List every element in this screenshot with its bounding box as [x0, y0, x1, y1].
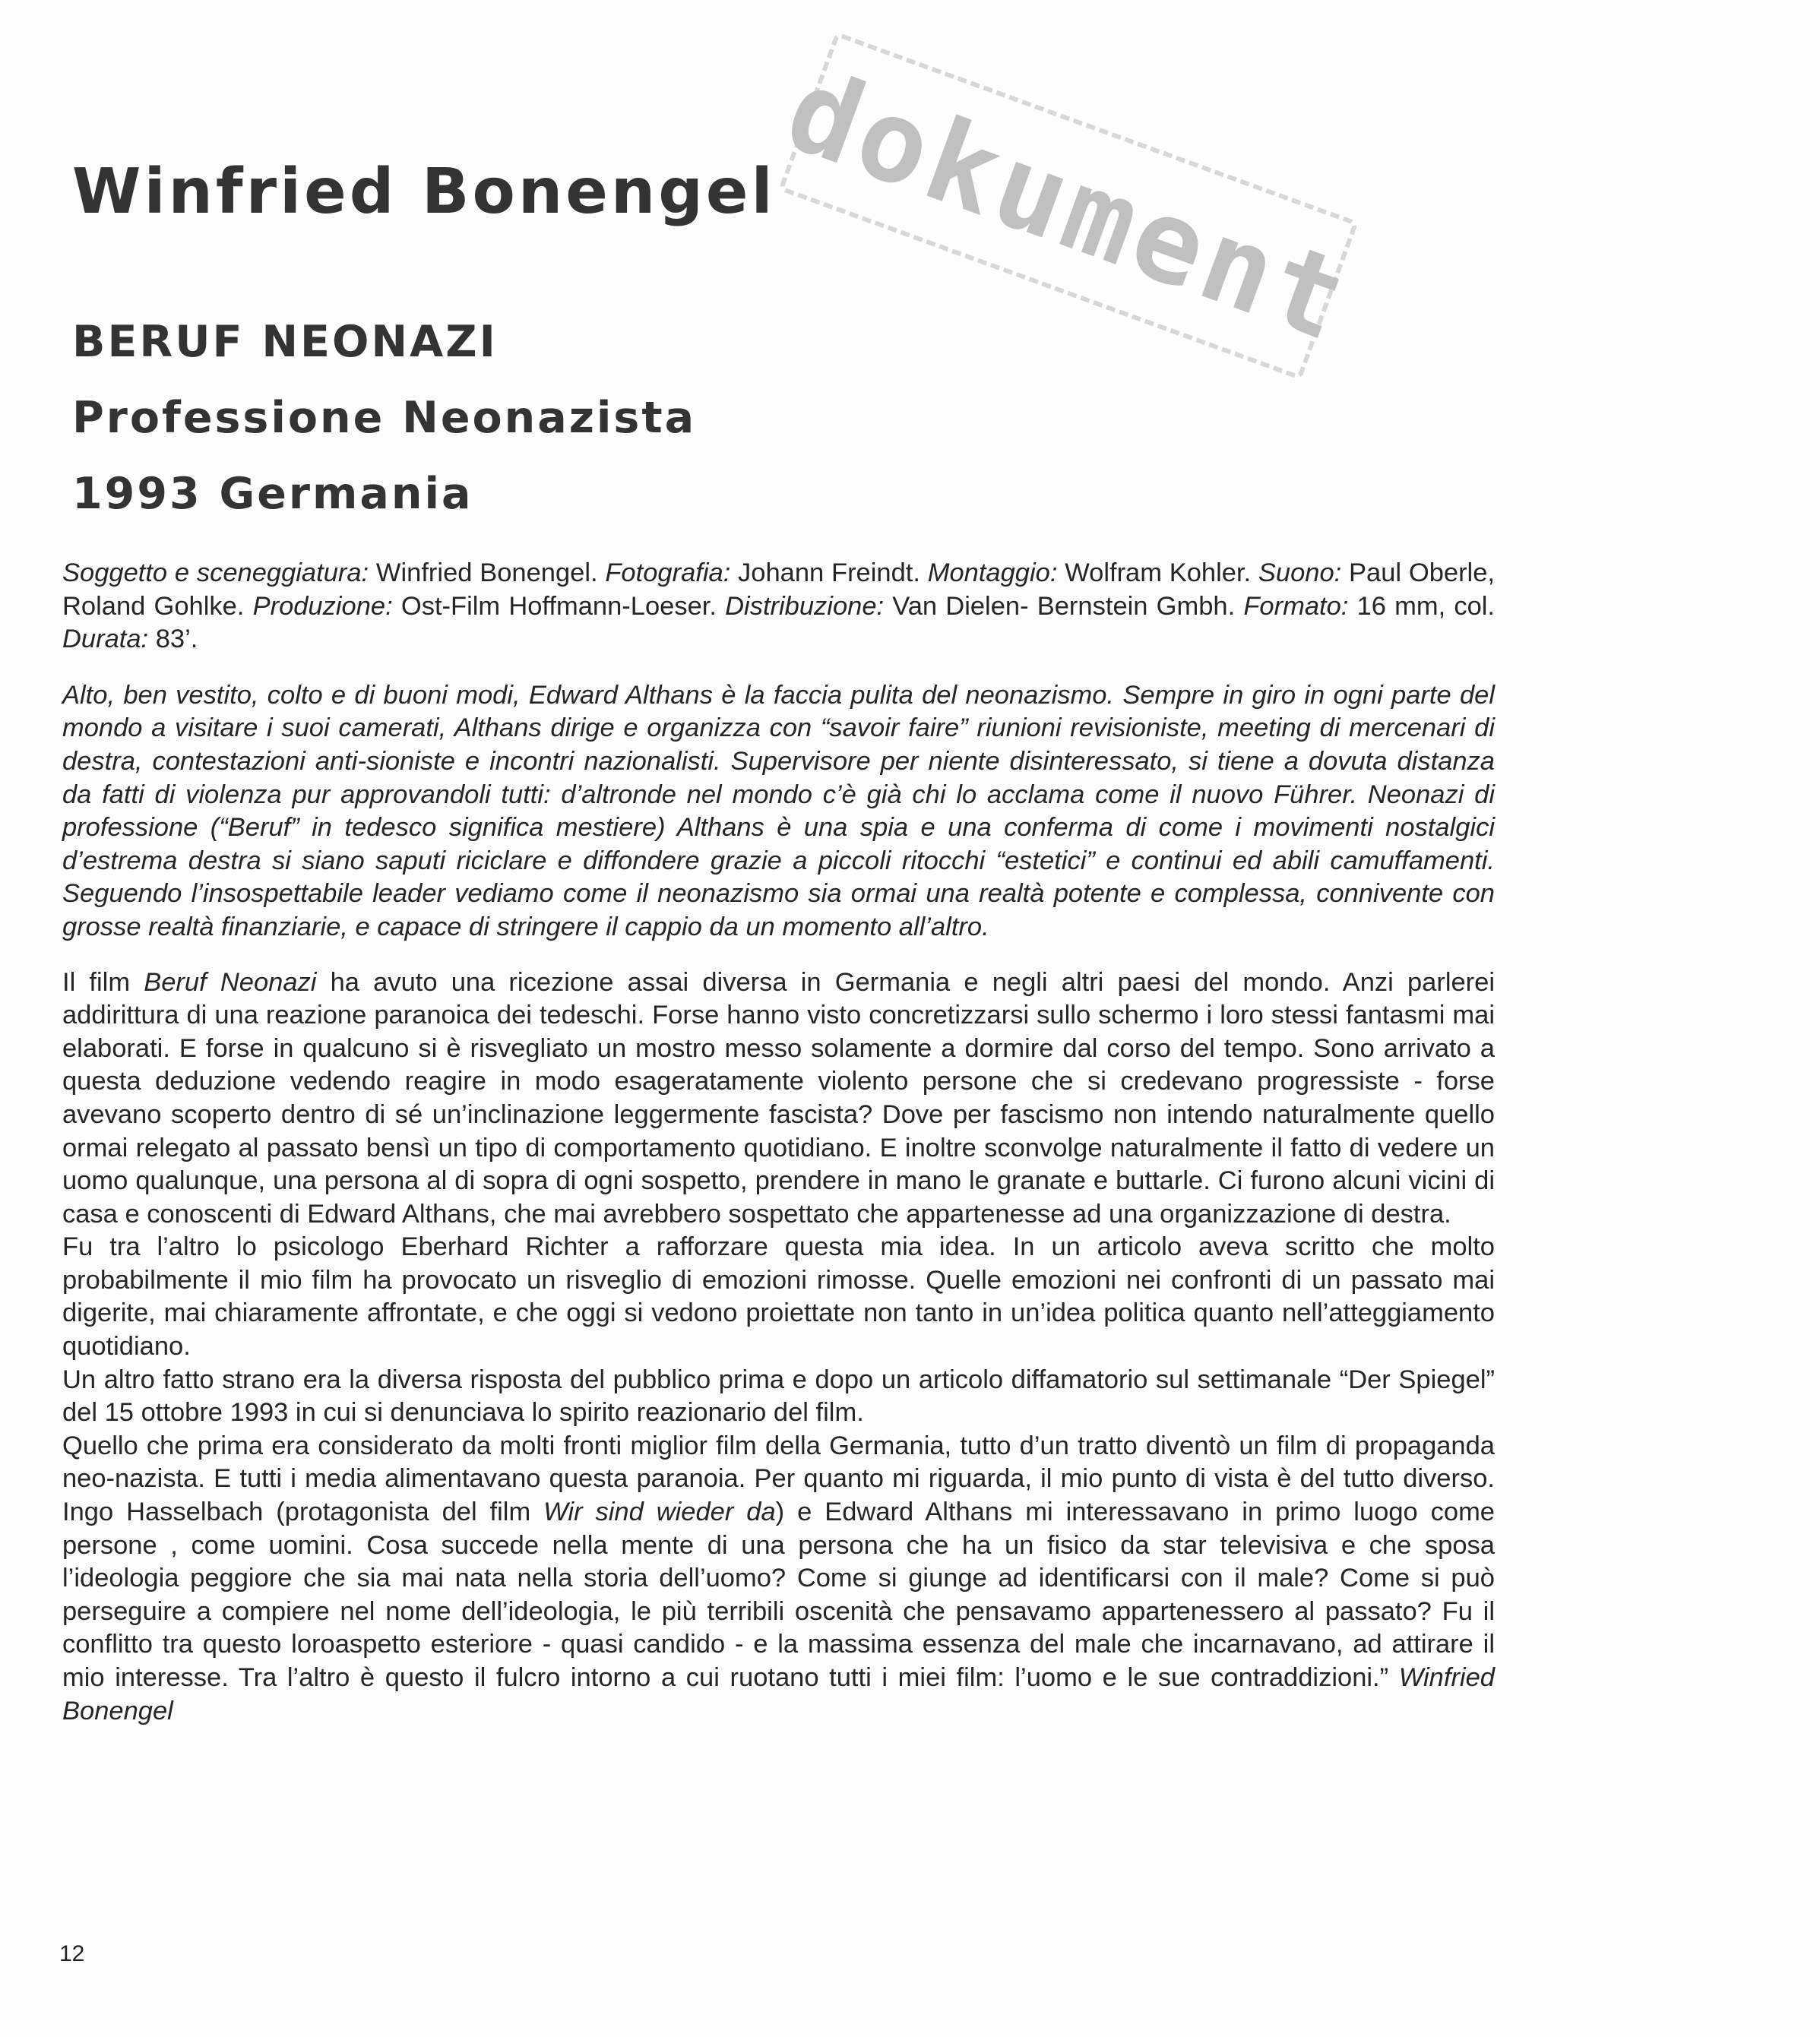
credit-value-editing: Wolfram Kohler.	[1065, 558, 1252, 587]
original-title: BERUF NEONAZI	[72, 317, 498, 367]
statement-paragraph-3: Un altro fatto strano era la diversa risposta del pubblico prima e dopo un articolo diffamatorio sul settimanale “Der Spiegel” del 15 ottobre 1993 in cui si denunciava lo spirito reazionario del film.	[62, 1365, 1495, 1428]
page-number: 12	[59, 1941, 85, 1966]
credit-label-editing: Montaggio:	[927, 558, 1058, 587]
italian-title: Professione Neonazista	[72, 393, 697, 443]
credits-paragraph	[62, 557, 1495, 656]
synopsis-paragraph: Alto, ben vestito, colto e di buoni modi, Edward Althans è la faccia pulita del neonazismo. Sempre in giro in ogni parte del mondo a visitare i suoi camerati, Althans dirige e organizza con “savoir faire” riunioni revisioniste, meeting di mercenari di destra, contestazioni anti-sioniste e incontri nazionalisti. Supervisore per niente disinteressato, si tiene a dovuta distanza da fatti di violenza pur approvandoli tutti: d’altronde nel mondo c’è già chi lo acclama come il nuovo Führer. Neonazi di professione (“Beruf” in tedesco significa mestiere) Althans è una spia e una conferma di come i movimenti nostalgici d’estrema destra si siano saputi riciclare e diffondere grazie a piccoli ritocchi “estetici” e continui ed abili camuffamenti. Seguendo l’insospettabile leader vediamo come il neonazismo sia ormai una realtà potente e complessa, connivente con grosse realtà finanziarie, e capace di stringere il cappio da un momento all’altro.	[62, 680, 1495, 941]
credit-label-production: Produzione:	[252, 591, 393, 621]
statement-paragraph-2: Fu tra l’altro lo psicologo Eberhard Richter a rafforzare questa mia idea. In un articolo aveva scritto che molto probabilmente il mio film ha provocato un risveglio di emozioni rimosse. Quelle emozioni nei confronti di un passato mai digerite, mai chiaramente affrontate, e che oggi si vedono proiettate non tanto in un’idea politica quanto nell’atteggiamento quotidiano.	[62, 1232, 1495, 1362]
author-name: Winfried Bonengel	[72, 156, 776, 228]
statement-p4-start: Quello che prima era considerato da molti fronti miglior film della Germania, tutto d’un tratto diventò un film di propaganda neo-nazista. E tutti i media alimentavano questa paranoia. Per quanto mi riguarda, il mio punto di vista è del tutto diverso. Ingo Hasselbach (protagonista del film	[62, 1431, 1495, 1527]
statement-p4-rest: ) e Edward Althans mi interessavano in primo luogo come persone , come uomini. Cosa succede nella mente di una persona che ha un fisico da star televisiva e che sposa l’ideologia peggiore che sia mai nata nella storia dell’uomo? Come si giunge ad identificarsi con il male? Come si può perseguire a compiere nel nome dell’ideologia, le più terribili oscenità che pensavamo appartenessero al passato? Fu il conflitto tra questo loroaspetto esteriore - quasi candido - e la massima essenza del male che incarnavano, ad attirare il mio interesse. Tra l’altro è questo il fulcro intorno a cui ruotano tutti i miei film: l’uomo e le sue contraddizioni.”	[62, 1498, 1495, 1692]
statement-p1-start: Il film	[62, 967, 144, 997]
statement-paragraph-1	[62, 966, 1495, 1232]
dokument-stamp	[771, 32, 1366, 381]
credit-value-production: Ost-Film Hoffmann-Loeser.	[400, 591, 717, 621]
credit-label-sound: Suono:	[1258, 558, 1342, 587]
statement-paragraph-4	[62, 1430, 1495, 1728]
credit-value-photo: Johann Freindt.	[738, 558, 920, 587]
statement-p4-film-title: Wir sind wieder da	[543, 1498, 776, 1527]
credit-value-sound: Paul Oberle, Roland Gohlke.	[62, 558, 1495, 621]
credit-label-distribution: Distribuzione:	[725, 591, 885, 621]
credit-value-distribution: Van Dielen- Bernstein Gmbh.	[892, 591, 1236, 621]
film-title-block	[72, 304, 696, 532]
credit-label-subject: Soggetto e sceneggiatura:	[62, 558, 369, 587]
credit-value-duration: 83’.	[155, 625, 198, 654]
statement-signature: Winfried Bonengel	[62, 1663, 1495, 1725]
stamp-text: dokument	[771, 43, 1366, 368]
credit-label-format: Formato:	[1243, 591, 1349, 621]
statement-p1-film-title: Beruf Neonazi	[144, 967, 317, 997]
credit-label-duration: Durata:	[62, 625, 149, 654]
article-body	[62, 557, 1495, 1728]
credit-value-format: 16 mm, col.	[1356, 591, 1496, 621]
statement-p1-rest: ha avuto una ricezione assai diversa in Germania e negli altri paesi del mondo. Anzi parlerei addirittura di una reazione paranoica dei tedeschi. Forse hanno visto concretizzarsi sullo schermo i loro stessi fantasmi mai elaborati. E forse in qualcuno si è risvegliato un mostro messo solamente a dormire dal corso del tempo. Sono arrivato a questa deduzione vedendo reagire in modo esageratamente violento persone che si credevano progressiste - forse avevano scoperto dentro di sé un’inclinazione leggermente fascista? Dove per fascismo non intendo naturalmente quello ormai relegato al passato bensì un tipo di comportamento quotidiano. E inoltre sconvolge naturalmente il fatto di vedere un uomo qualunque, una persona al di sopra di ogni sospetto, prendere in mano le granate e buttarle. Ci furono alcuni vicini di casa e conoscenti di Edward Althans, che mai avrebbero sospettato che appartenesse ad una organizzazione di destra.	[62, 967, 1496, 1229]
year-country: 1993 Germania	[72, 469, 473, 519]
credit-label-photo: Fotografia:	[605, 558, 731, 587]
credit-value-subject: Winfried Bonengel.	[375, 558, 598, 587]
